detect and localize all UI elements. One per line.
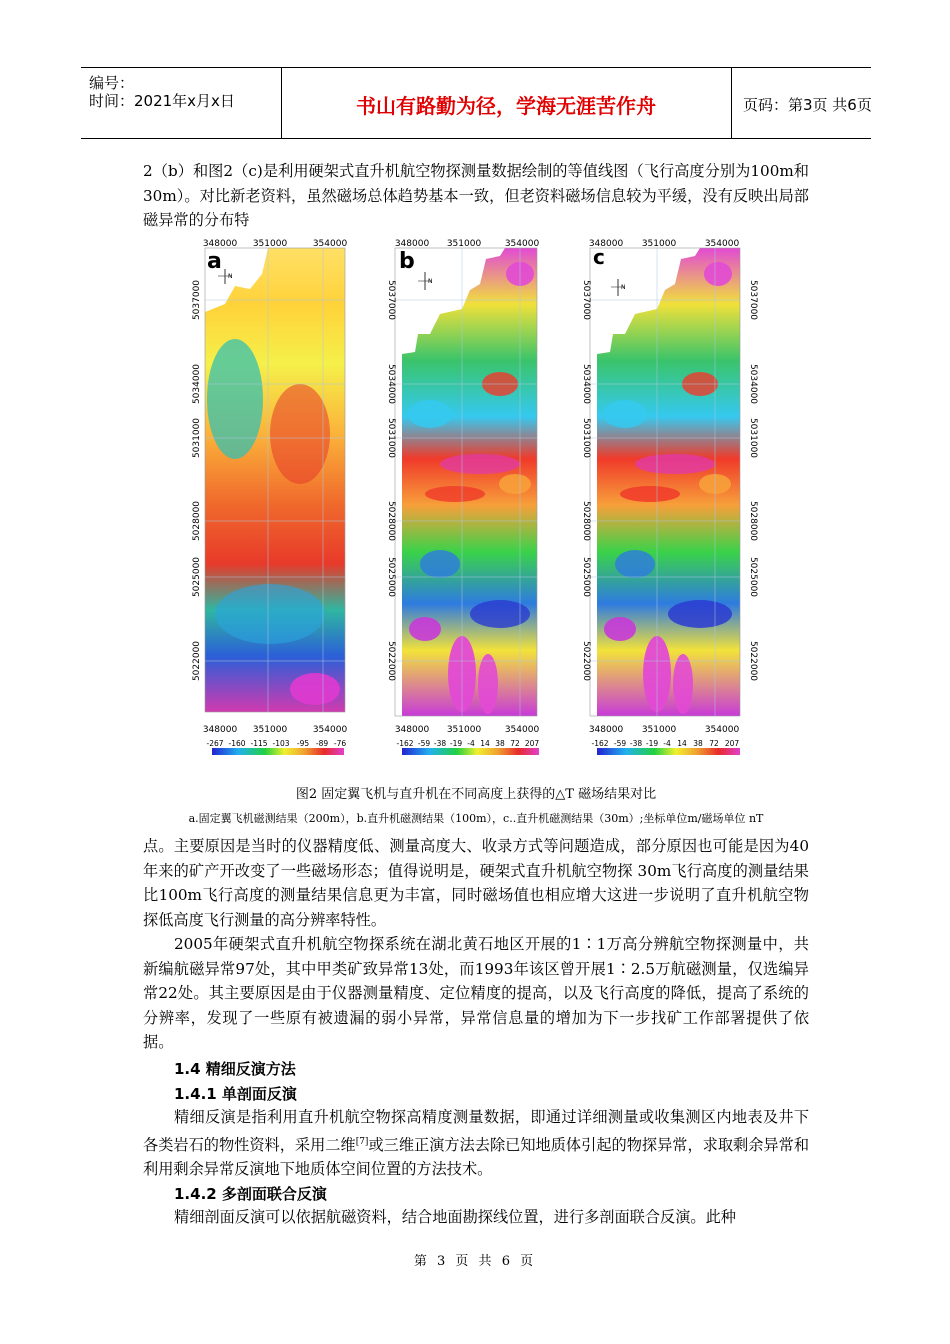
header-meta-cell xyxy=(81,68,282,138)
panel-b-xtick-top-1: 348000 xyxy=(394,239,430,249)
panel-a-xtick-bottom-2: 351000 xyxy=(252,725,288,735)
page-header xyxy=(81,67,871,139)
panel-c-ytick-right-2: 5034000 xyxy=(748,363,758,405)
panel-a-ytick-4: 5028000 xyxy=(192,500,202,542)
panel-c-legend-3: -38 xyxy=(629,739,643,748)
panel-c-xtick-bottom-1: 348000 xyxy=(588,725,624,735)
panel-b-xtick-top-2: 351000 xyxy=(446,239,482,249)
paragraph-4 xyxy=(143,1105,809,1182)
panel-c-ytick-right-6: 5022000 xyxy=(748,640,758,682)
citation-7: [7] xyxy=(355,1136,369,1147)
panel-b-legend-7: 38 xyxy=(495,739,505,748)
panel-b-label: b xyxy=(399,249,415,274)
panel-a-legend-5: -95 xyxy=(296,739,310,748)
panel-c-legend-7: 38 xyxy=(693,739,703,748)
panel-c-xtick-top-3: 354000 xyxy=(704,239,740,249)
paragraph-2: 点。主要原因是当时的仪器精度低、测量高度大、收录方式等问题造成，部分原因也可能是因为40年来的矿产开改变了一些磁场形态；值得说明是，硬架式直升机航空物探 30m飞行高度的测量结果比100m飞行高度的测量结果信息更为丰富，同时磁场值也相应增大这进一步说明了直升机航空物探低高度飞行测量的高分辨率特性。 xyxy=(143,837,809,929)
header-motto: 书山有路勤为径，学海无涯苦作舟 xyxy=(356,94,656,118)
figure-magnetic-maps xyxy=(0,234,950,764)
panel-b-legend-4: -19 xyxy=(449,739,463,748)
svg-text:N: N xyxy=(428,278,433,285)
header-page-cell xyxy=(731,68,871,138)
panel-c-ytick-2: 5034000 xyxy=(581,363,591,405)
panel-c-ytick-1: 5037000 xyxy=(581,279,591,321)
panel-b-xtick-bottom-2: 351000 xyxy=(446,725,482,735)
panel-b-colorbar xyxy=(402,748,539,755)
figure-subcaption: a.固定翼飞机磁测结果（200m），b.直升机磁测结果（100m），c..直升机磁测结果（30m）;坐标单位m/磁场单位 nT xyxy=(188,812,764,825)
panel-b-legend-8: 72 xyxy=(510,739,520,748)
panel-c-xtick-bottom-2: 351000 xyxy=(641,725,677,735)
north-arrow-icon-b xyxy=(418,272,433,290)
panel-c-colorbar xyxy=(597,748,740,755)
heading-1-4-1: 1.4.1 单剖面反演 xyxy=(174,1085,297,1103)
panel-a-legend-7: -76 xyxy=(333,739,347,748)
map-panel-b xyxy=(395,248,537,716)
panel-a-ytick-6: 5022000 xyxy=(192,640,202,682)
panel-b-legend-1: -162 xyxy=(396,739,414,748)
header-page-number: 页码：第3页 共6页 xyxy=(743,96,872,114)
map-panel-a xyxy=(205,248,345,712)
panel-b-legend-5: -4 xyxy=(467,739,475,748)
panel-a-ytick-5: 5025000 xyxy=(192,556,202,598)
panel-c-ytick-3: 5031000 xyxy=(581,417,591,459)
panel-b-ytick-1: 5037000 xyxy=(386,279,396,321)
paragraph-4-text-b: 或三维正演方法去除已知地质体引起的物探异常，求取剩余异常和利用剩余异常反演地下地质体空间位置的方法技术。 xyxy=(143,1135,810,1179)
panel-c-legend-1: -162 xyxy=(591,739,609,748)
panel-b-ytick-2: 5034000 xyxy=(386,363,396,405)
panel-c-ytick-right-5: 5025000 xyxy=(748,556,758,598)
panel-c-xtick-bottom-3: 354000 xyxy=(704,725,740,735)
panel-b-legend-9: 207 xyxy=(524,739,540,748)
panel-b-legend-2: -59 xyxy=(417,739,431,748)
panel-c-legend-8: 72 xyxy=(709,739,719,748)
panel-a-label: a xyxy=(207,249,222,274)
panel-b-xtick-top-3: 354000 xyxy=(504,239,540,249)
panel-c-ytick-right-3: 5031000 xyxy=(748,417,758,459)
svg-text:N: N xyxy=(621,284,626,291)
panel-a-colorbar xyxy=(212,748,344,755)
header-motto-cell xyxy=(281,68,732,138)
panel-a-xtick-top-3: 354000 xyxy=(312,239,348,249)
panel-b-legend-3: -38 xyxy=(433,739,447,748)
panel-a-legend-1: -267 xyxy=(206,739,224,748)
panel-c-ytick-right-4: 5028000 xyxy=(748,500,758,542)
panel-a-xtick-bottom-3: 354000 xyxy=(312,725,348,735)
panel-c-legend-5: -4 xyxy=(663,739,671,748)
panel-b-xtick-bottom-3: 354000 xyxy=(504,725,540,735)
panel-b-ytick-3: 5031000 xyxy=(386,417,396,459)
panel-a-legend-3: -115 xyxy=(250,739,268,748)
north-arrow-icon-c xyxy=(611,279,626,296)
header-time: 时间：2021年x月x日 xyxy=(89,92,235,110)
panel-a-ytick-1: 5037000 xyxy=(192,279,202,321)
panel-a-xtick-top-1: 348000 xyxy=(202,239,238,249)
panel-a-legend-4: -103 xyxy=(272,739,290,748)
heading-1-4: 1.4 精细反演方法 xyxy=(174,1060,296,1078)
panel-a-xtick-bottom-1: 348000 xyxy=(202,725,238,735)
panel-a-xtick-top-2: 351000 xyxy=(252,239,288,249)
paragraph-5: 精细剖面反演可以依据航磁资料，结合地面勘探线位置，进行多剖面联合反演。此种 xyxy=(174,1208,736,1226)
panel-c-legend-6: 14 xyxy=(677,739,687,748)
header-number: 编号： xyxy=(89,74,135,92)
panel-c-legend-2: -59 xyxy=(613,739,627,748)
heading-1-4-2: 1.4.2 多剖面联合反演 xyxy=(174,1185,327,1203)
panel-c-ytick-4: 5028000 xyxy=(581,500,591,542)
panel-c-xtick-top-1: 348000 xyxy=(588,239,624,249)
panel-c-ytick-6: 5022000 xyxy=(581,640,591,682)
panel-a-legend-2: -160 xyxy=(228,739,246,748)
paragraph-3: 2005年硬架式直升机航空物探系统在湖北黄石地区开展的1∶1万高分辨航空物探测量中，共新编航磁异常97处，其中甲类矿致异常13处，而1993年该区曾开展1∶2.5万航磁测量，仅选编异常22处。其主要原因是由于仪器测量精度、定位精度的提高，以及飞行高度的降低，提高了系统的分辨率，发现了一些原有被遗漏的弱小异常，异常信息量的增加为下一步找矿工作部署提供了依据。 xyxy=(143,935,809,1051)
panel-a-ytick-2: 5034000 xyxy=(192,363,202,405)
paragraph-1: 2（b）和图2（c)是利用硬架式直升机航空物探测量数据绘制的等值线图（飞行高度分别为100m和30m）。对比新老资料，虽然磁场总体趋势基本一致，但老资料磁场信息较为平缓，没有反映出局部磁异常的分布特 xyxy=(143,162,809,229)
panel-a-ytick-3: 5031000 xyxy=(192,417,202,459)
svg-text:N: N xyxy=(228,273,233,280)
panel-b-ytick-5: 5025000 xyxy=(386,556,396,598)
panel-b-legend-6: 14 xyxy=(480,739,490,748)
paragraph-4-text-a: 精细反演是指利用直升机航空物探高精度测量数据，即通过详细测量或收集测区内地表及井下各类岩石的物性资料，采用二维 xyxy=(143,1108,809,1154)
panel-c-legend-4: -19 xyxy=(645,739,659,748)
panel-b-ytick-4: 5028000 xyxy=(386,500,396,542)
panel-b-ytick-6: 5022000 xyxy=(386,640,396,682)
panel-c-xtick-top-2: 351000 xyxy=(641,239,677,249)
map-panel-c xyxy=(590,248,740,716)
panel-c-ytick-5: 5025000 xyxy=(581,556,591,598)
figure-caption: 图2 固定翼飞机与直升机在不同高度上获得的△T 磁场结果对比 xyxy=(295,787,657,802)
page-footer: 第 3 页 共 6 页 xyxy=(413,1254,537,1269)
panel-c-ytick-right-1: 5037000 xyxy=(748,279,758,321)
panel-a-legend-6: -89 xyxy=(315,739,329,748)
panel-c-legend-9: 207 xyxy=(724,739,740,748)
panel-c-label: c xyxy=(593,245,605,269)
panel-b-xtick-bottom-1: 348000 xyxy=(394,725,430,735)
